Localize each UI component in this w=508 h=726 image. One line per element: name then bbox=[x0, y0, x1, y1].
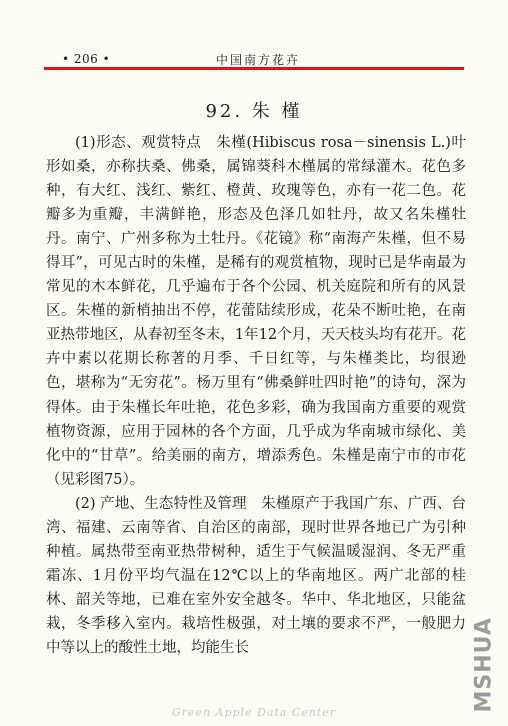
side-watermark-text: MSHUA bbox=[471, 617, 497, 713]
page-header bbox=[44, 50, 464, 66]
header-rule bbox=[44, 67, 464, 70]
page-number: • 206 • bbox=[62, 52, 111, 66]
running-title: 中国南方花卉 bbox=[216, 53, 301, 67]
paragraph-morphology: (1)形态、观赏特点 朱槿(Hibiscus rosa－sinensis L.)叶形如桑，亦称扶桑、佛桑，属锦葵科木槿属的常绿灌木。花色多种，有大红、浅红、紫红、橙黄、玫瑰等色，亦有一花二色。花瓣多为重瓣，丰满鲜艳，形态及色泽几如牡丹，故又名朱槿牡丹。南宁、广州多称为土牡丹。《花镜》称“南海产朱槿，但不易得耳”，可见古时的朱槿，是稀有的观赏植物，现时已是华南最为常见的木本鲜花，几乎遍布于各个公园、机关庭院和所有的风景区。朱槿的新梢抽出不停，花蕾陆续形成，花朵不断吐艳，在南亚热带地区，从春初至冬末，1年12个月，天天枝头均有花开。花卉中素以花期长称著的月季、千日红等，与朱槿类比，均很逊色，堪称为“无穷花”。杨万里有“佛桑鲜吐四时艳”的诗句，深为得体。由于朱槿长年吐艳，花色多彩，确为我国南方重要的观赏植物资源，应用于园林的各个方面，几乎成为华南城市绿化、美化中的“甘草”。给美丽的南方，增添秀色。朱槿是南宁市的市花（见彩图75）。 bbox=[46, 135, 466, 488]
bottom-watermark: Green Apple Data Center bbox=[171, 706, 337, 719]
side-watermark bbox=[472, 612, 496, 712]
body-text bbox=[46, 131, 466, 660]
chapter-title: 92. 朱 槿 bbox=[205, 101, 303, 122]
paragraph-origin: (2) 产地、生态特性及管理 朱槿原产于我国广东、广西、台湾、福建、云南等省、自治区的南部，现时世界各地已广为引种种植。属热带至南亚热带树种，适生于气候温暖湿润、冬无严重霜冻、1月份平均气温在12℃以上的华南地区。两广北部的桂林、韶关等地，已难在室外安全越冬。华中、华北地区，只能盆栽，冬季移入室内。栽培性极强，对土壤的要求不严，一般肥力中等以上的酸性土地，均能生长 bbox=[46, 495, 466, 656]
